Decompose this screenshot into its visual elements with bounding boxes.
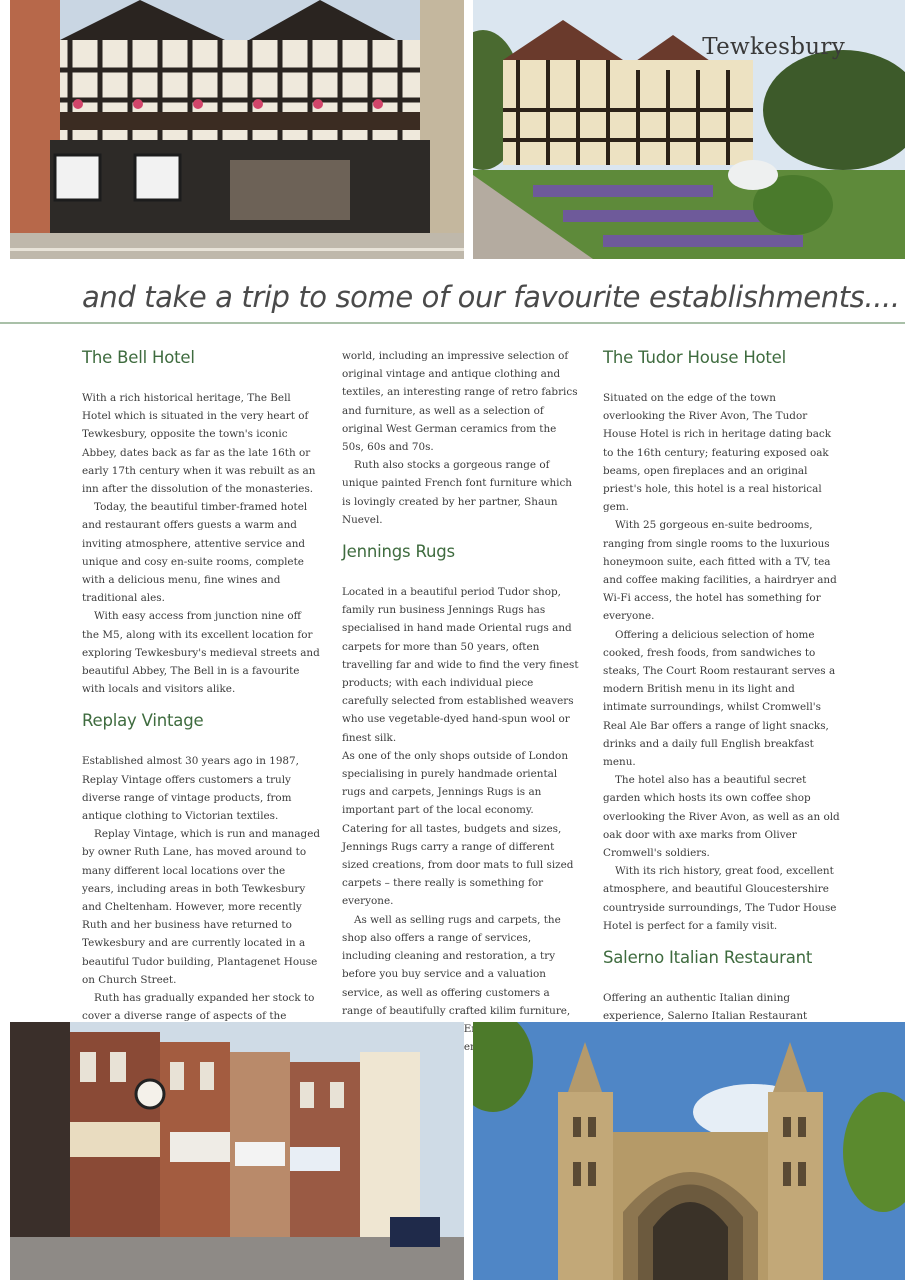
jennings-rugs-paragraph: Located in a beautiful period Tudor shop, family run business Jennings Rugs has specialised in hand made Oriental rugs and carpets for more than 50 years, often travelling far and wide to find the very finest products; with each individual piece carefully selected from established weavers who use vegetable-dyed hand-spun wool or finest silk. [342,586,579,744]
jennings-rugs-paragraph: As one of the only shops outside of London specialising in purely handmade oriental rugs and carpets, Jennings Rugs is an important part of the local economy. Catering for all tastes, budgets and sizes, Jennings Rugs carry a range of different sized creations, from door mats to full sized carpets – there really is something for everyone. [342,749,574,908]
tudor-house-paragraph: The hotel also has a beautiful secret garden which hosts its own coffee shop overlooking the River Avon, as well as an old oak door with axe marks from Oliver Cromwell's soldiers. [603,774,840,860]
bell-hotel-paragraph: With a rich historical heritage, The Bell Hotel which is situated in the very heart of Tewkesbury, opposite the town's iconic Abbey, dates back as far as the late 16th or early 17th century when it was rebuilt as an inn after the dissolution of the monasteries. [82,392,316,496]
jennings-rugs-paragraph: As well as selling rugs and carpets, the shop also offers a range of services, including cleaning and restoration, a try before you buy service and a valuation service, as well as offering customers a range of beautifully crafted kilim furniture, [342,913,571,1017]
bell-hotel-paragraph: With easy access from junction nine off the M5, along with its excellent location for exploring Tewkesbury's medieval streets and beautiful Abbey, The Bell in is a favourite with locals and visitors alike. [82,610,320,696]
salerno-heading: Salerno Italian Restaurant [603,948,813,968]
tudor-house-paragraph: With 25 gorgeous en-suite bedrooms, ranging from single rooms to the luxurious honeymoon suite, each fitted with a TV, tea and coffee making facilities, a hairdryer and Wi-Fi access, the hotel has something for everyone. [603,519,837,623]
column-middle [342,347,580,1056]
replay-vintage-paragraph: Established almost 30 years ago in 1987, Replay Vintage offers customers a truly diverse range of vintage products, from antique clothing to Victorian textiles. [82,755,299,823]
replay-vintage-paragraph: Ruth also stocks a gorgeous range of unique painted French font furniture which is lovingly created by her partner, Shaun Nuevel. [342,459,572,526]
replay-vintage-heading: Replay Vintage [82,711,204,731]
replay-vintage-paragraph: Replay Vintage, which is run and managed by owner Ruth Lane, has moved around to many different local locations over the years, including areas in both Tewkesbury and Cheltenham. However, more recently Ruth and her business have returned to Tewkesbury and are currently located in a beautiful Tudor building, Plantagenet House on Church Street. [82,828,320,986]
place-name: Tewkesbury [702,34,845,60]
tudor-house-heading: The Tudor House Hotel [603,348,787,367]
bell-hotel-heading: The Bell Hotel [82,348,195,367]
tudor-house-paragraph: With its rich history, great food, excellent atmosphere, and beautiful Gloucestershire countryside surroundings, The Tudor House Hotel is perfect for a family visit. [603,865,837,932]
salerno-paragraph: Offering an authentic Italian dining experience, Salerno Italian Restaurant [603,992,808,1023]
column-left [82,347,320,1044]
section-divider [0,322,905,324]
tudor-house-paragraph: Offering a delicious selection of home cooked, fresh foods, from sandwiches to steaks, The Court Room restaurant serves a modern British menu in its light and intimate surroundings, whilst Cromwell's Real Ale Bar offers a range of light snacks, drinks and a daily full English breakfast menu. [603,628,836,769]
page-tagline: and take a trip to some of our favourite establishments.... [82,280,900,314]
tudor-house-paragraph: Situated on the edge of the town overlooking the River Avon, The Tudor House Hotel is rich in heritage dating back to the 16th century; featuring exposed oak beams, open fireplaces and an original priest's hole, this hotel is a real historical gem. [603,392,832,514]
replay-vintage-paragraph: world, including an impressive selection of original vintage and antique clothing and textiles, an interesting range of retro fabrics and furniture, as well as a selection of original West German ceramics from the 50s, 60s and 70s. [342,350,578,454]
replay-vintage-paragraph: Ruth has gradually expanded her stock to cover a diverse range of aspects of the [82,992,315,1023]
abbey-tower-photo [473,1022,905,1280]
column-right [603,347,841,1080]
tudor-shopfront-photo [10,0,464,259]
bell-hotel-paragraph: Today, the beautiful timber-framed hotel and restaurant offers guests a warm and inviting atmosphere, attentive service and unique and cosy en-suite rooms, complete with a delicious menu, fine wines and traditional ales. [82,501,308,605]
high-street-photo [10,1022,464,1280]
jennings-rugs-heading: Jennings Rugs [342,542,455,562]
